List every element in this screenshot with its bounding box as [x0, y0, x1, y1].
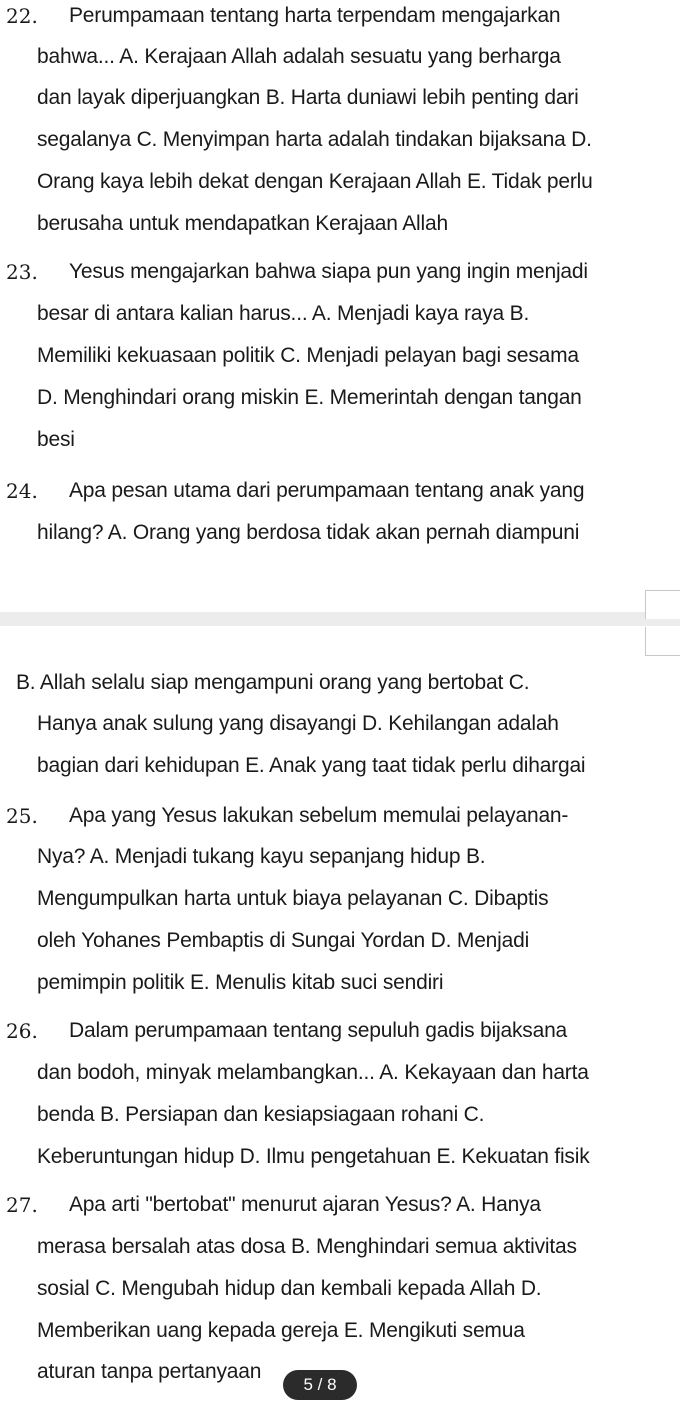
- question-text-line: Perumpamaan tentang harta terpendam mengajarkan: [69, 4, 561, 27]
- question-text-line: D. Menghindari orang miskin E. Memerintah dengan tangan: [37, 386, 582, 409]
- question-text-line: benda B. Persiapan dan kesiapsiagaan rohani C.: [37, 1103, 485, 1126]
- question-text-line: aturan tanpa pertanyaan: [37, 1360, 262, 1383]
- side-frame-top: [645, 590, 680, 619]
- question-text-line: oleh Yohanes Pembaptis di Sungai Yordan D. Menjadi: [37, 929, 530, 952]
- question-text-line: besar di antara kalian harus... A. Menjadi kaya raya B.: [37, 302, 530, 325]
- question-number: 24.: [6, 479, 38, 503]
- side-frame-bottom: [645, 627, 680, 656]
- question-text-line: Yesus mengajarkan bahwa siapa pun yang ingin menjadi: [69, 260, 588, 283]
- question-number: 22.: [6, 4, 38, 28]
- question-number: 23.: [6, 260, 38, 284]
- question-text-line: dan layak diperjuangkan B. Harta duniawi lebih penting dari: [37, 86, 579, 109]
- question-number: 27.: [6, 1193, 38, 1217]
- page-indicator-badge: 5 / 8: [283, 1370, 357, 1400]
- question-text-line: segalanya C. Menyimpan harta adalah tindakan bijaksana D.: [37, 128, 592, 151]
- question-text-line: bahwa... A. Kerajaan Allah adalah sesuatu yang berharga: [37, 45, 561, 68]
- question-text-line: Orang kaya lebih dekat dengan Kerajaan Allah E. Tidak perlu: [37, 170, 593, 193]
- question-text-line: pemimpin politik E. Menulis kitab suci sendiri: [37, 971, 444, 994]
- page-separator: [0, 612, 680, 626]
- question-text-line: besi: [37, 428, 75, 451]
- question-text-line: berusaha untuk mendapatkan Kerajaan Allah: [37, 212, 448, 235]
- question-number: 25.: [6, 804, 38, 828]
- question-text-line: Apa yang Yesus lakukan sebelum memulai pelayanan-: [69, 804, 569, 827]
- question-text-line: Mengumpulkan harta untuk biaya pelayanan C. Dibaptis: [37, 887, 549, 910]
- question-text-line: Apa arti "bertobat" menurut ajaran Yesus? A. Hanya: [69, 1193, 541, 1216]
- question-text-line: Memberikan uang kepada gereja E. Mengikuti semua: [37, 1319, 525, 1342]
- question-text-line: Keberuntungan hidup D. Ilmu pengetahuan E. Kekuatan fisik: [37, 1145, 590, 1168]
- question-text-line: B. Allah selalu siap mengampuni orang yang bertobat C.: [16, 671, 530, 694]
- question-text-line: merasa bersalah atas dosa B. Menghindari semua aktivitas: [37, 1235, 577, 1258]
- question-text-line: Nya? A. Menjadi tukang kayu sepanjang hidup B.: [37, 845, 486, 868]
- question-text-line: bagian dari kehidupan E. Anak yang taat tidak perlu dihargai: [37, 754, 586, 777]
- question-number: 26.: [6, 1019, 38, 1043]
- question-text-line: hilang? A. Orang yang berdosa tidak akan pernah diampuni: [37, 521, 580, 544]
- question-text-line: Apa pesan utama dari perumpamaan tentang anak yang: [69, 479, 585, 502]
- question-text-line: Memiliki kekuasaan politik C. Menjadi pelayan bagi sesama: [37, 344, 579, 367]
- question-text-line: sosial C. Mengubah hidup dan kembali kepada Allah D.: [37, 1277, 542, 1300]
- question-text-line: dan bodoh, minyak melambangkan... A. Kekayaan dan harta: [37, 1061, 589, 1084]
- question-text-line: Hanya anak sulung yang disayangi D. Kehilangan adalah: [37, 712, 559, 735]
- question-text-line: Dalam perumpamaan tentang sepuluh gadis bijaksana: [69, 1019, 568, 1042]
